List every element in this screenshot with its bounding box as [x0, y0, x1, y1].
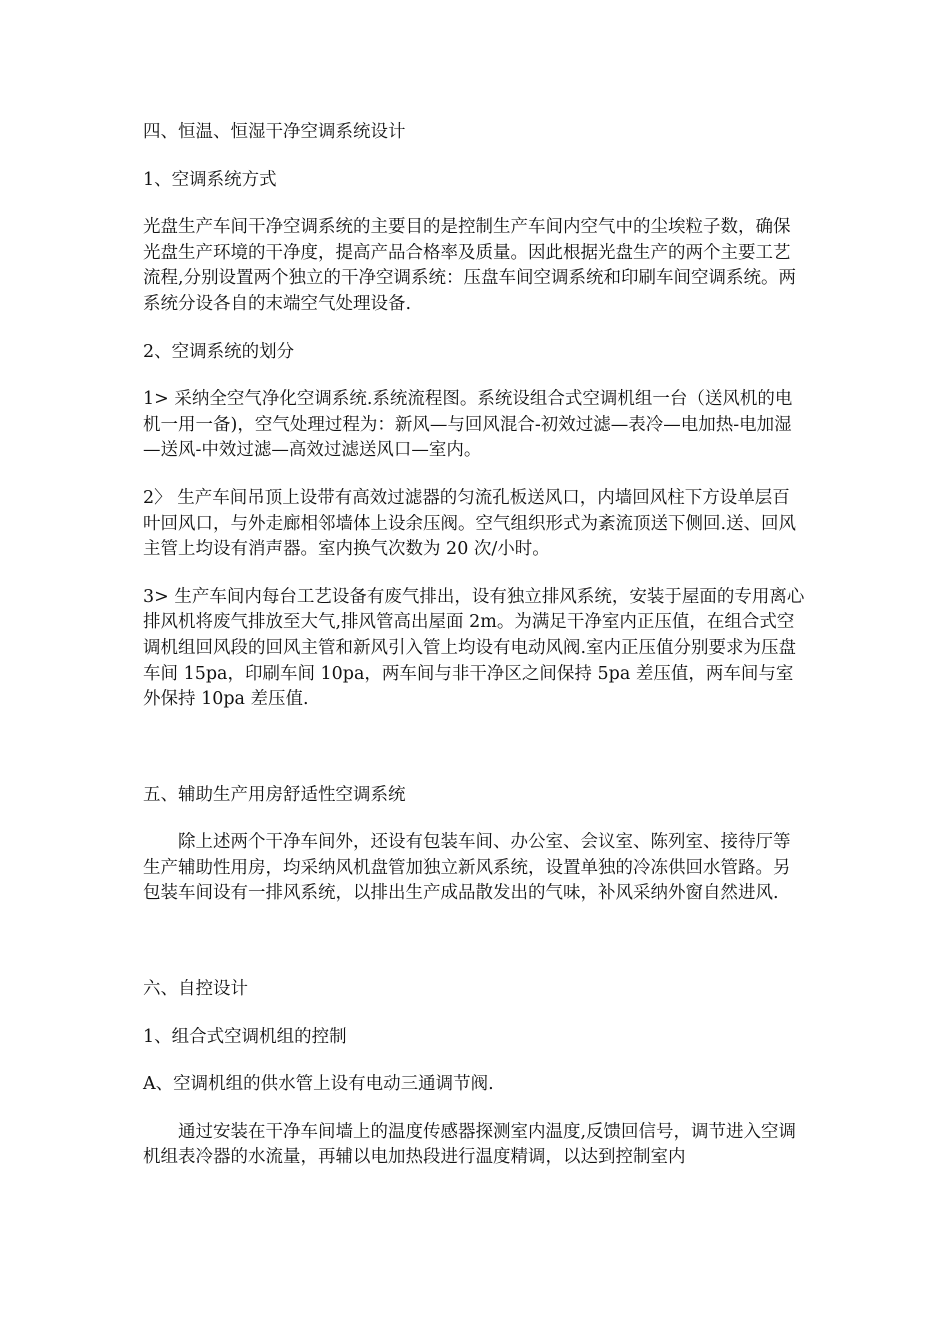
section-5-heading: 五、辅助生产用房舒适性空调系统 [143, 784, 406, 805]
section-5-paragraph: 除上述两个干净车间外，还设有包装车间、办公室、会议室、陈列室、接待厅等生产辅助性用房，均采纳风机盘管加独立新风系统，设置单独的冷冻供回水管路。另包装车间设有一排风系统，以排出生产成品散发出的气味，补风采纳外窗自然进风. [143, 832, 791, 904]
spacer [143, 1050, 806, 1072]
section-4-heading: 四、恒温、恒湿干净空调系统设计 [143, 122, 406, 142]
spacer [143, 907, 806, 977]
spacer [143, 1003, 806, 1025]
section-4-item-1: 1> 采纳全空气净化空调系统.系统流程图。系统设组合式空调机组一台（送风机的电机一用一备)，空气处理过程为：新风—与回风混合-初效过滤—表冷—电加热-电加湿—送风-中效过滤—高效过滤送风口—室内。 [143, 389, 793, 461]
section-4-subheading-2: 2、空调系统的划分 [143, 341, 295, 362]
spacer [143, 193, 806, 215]
section-6-item-a: A、空调机组的供水管上设有电动三通调节阀. [143, 1074, 494, 1095]
spacer [143, 318, 806, 340]
section-4-paragraph-1: 光盘生产车间干净空调系统的主要目的是控制生产车间内空气中的尘埃粒子数，确保光盘生产环境的干净度，提高产品合格率及质量。因此根据光盘生产的两个主要工艺流程,分别设置两个独立的干净空调系统：压盘车间空调系统和印刷车间空调系统。两系统分设各自的末端空气处理设备. [143, 217, 797, 314]
section-4-item-3: 3> 生产车间内每台工艺设备有废气排出，设有独立排风系统，安装于屋面的专用离心排风机将废气排放至大气,排风管高出屋面 2m。为满足干净室内正压值，在组合式空调机组回风段的回风主管和新风引入管上均设有电动风阀.室内正压值分别要求为压盘车间 15pa，印刷车间 10pa，两车间与非干净区之间保持 5pa 差压值，两车间与室外保持 10pa 差压值. [143, 586, 805, 710]
section-6-heading: 六、自控设计 [143, 979, 248, 1000]
spacer [143, 808, 806, 830]
spacer [143, 563, 806, 585]
spacer [143, 146, 806, 168]
spacer [143, 713, 806, 783]
spacer [143, 365, 806, 387]
section-4-item-2: 2〉 生产车间吊顶上设带有高效过滤器的匀流孔板送风口，内墙回风柱下方设单层百叶回风口，与外走廊相邻墙体上设余压阀。空气组织形式为紊流顶送下侧回.送、回风主管上均设有消声器。室内换气次数为 20 次/小时。 [143, 487, 797, 560]
section-6-paragraph: 通过安装在干净车间墙上的温度传感器探测室内温度,反馈回信号，调节进入空调机组表冷器的水流量，再辅以电加热段进行温度精调，以达到控制室内 [143, 1121, 797, 1168]
section-4-subheading-1: 1、空调系统方式 [143, 169, 277, 190]
spacer [143, 464, 806, 486]
document-body [143, 120, 806, 1171]
section-6-subheading-1: 1、组合式空调机组的控制 [143, 1026, 347, 1047]
spacer [143, 1098, 806, 1120]
